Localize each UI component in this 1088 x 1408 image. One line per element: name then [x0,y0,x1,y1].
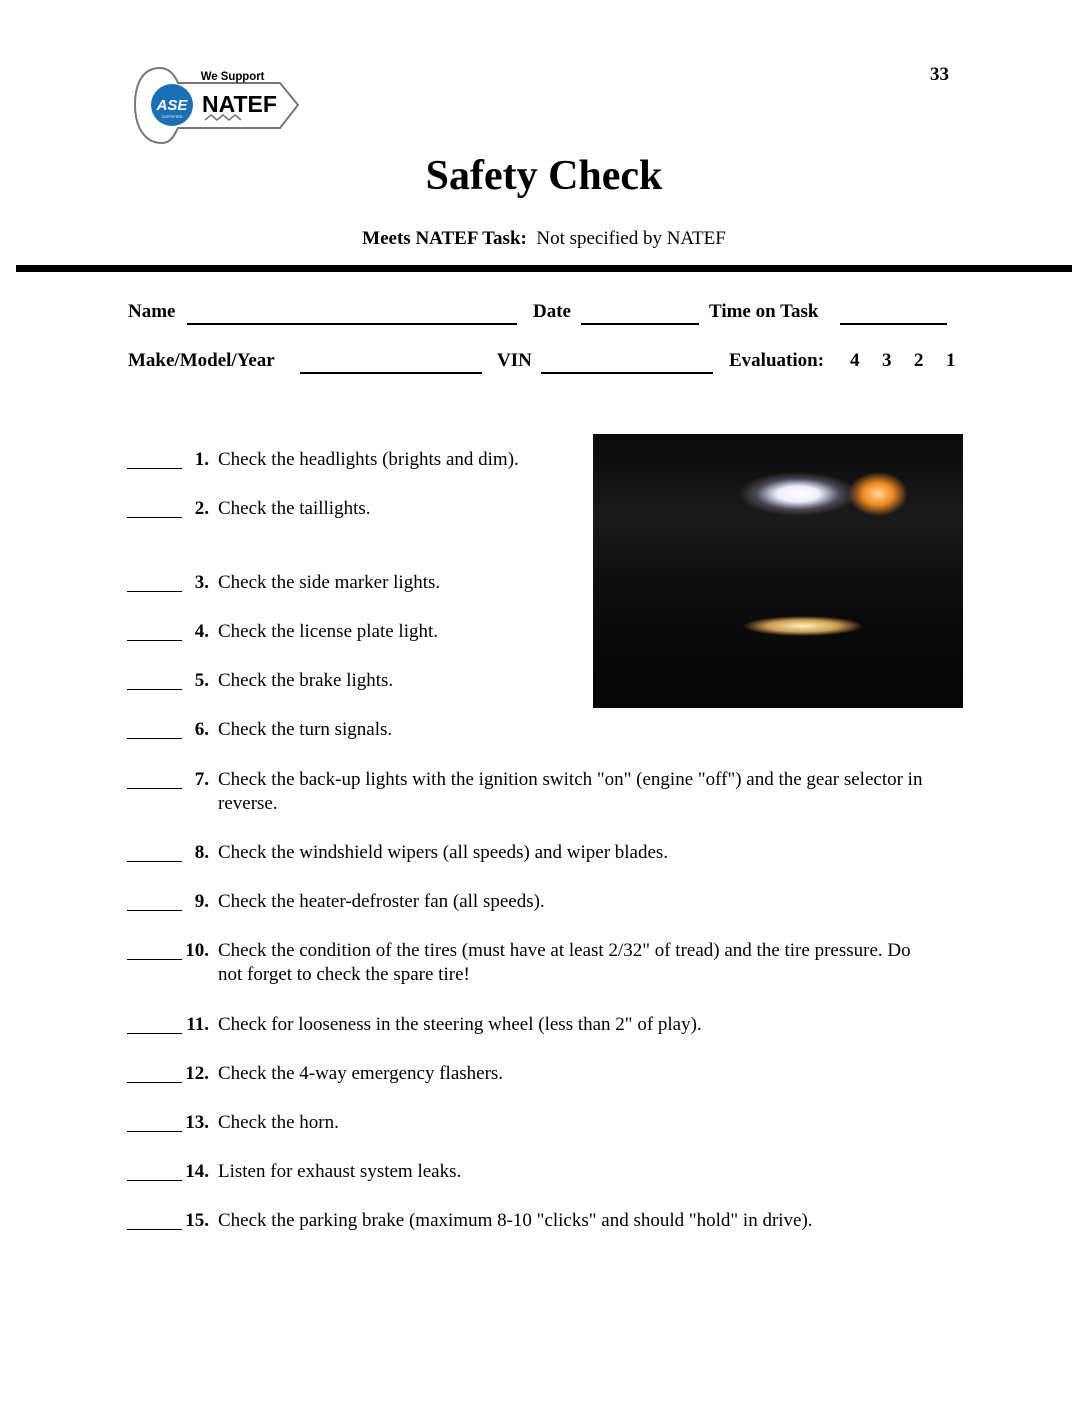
check-blank[interactable] [127,1180,182,1181]
header-rule [16,265,1072,272]
evaluation-score-2[interactable]: 2 [914,350,924,371]
item-number: 2. [194,498,209,519]
date-field[interactable] [581,303,699,325]
item-text: Check the side marker lights. [218,572,441,593]
item-number: 6. [194,719,209,740]
evaluation-score-4[interactable]: 4 [850,350,860,371]
check-blank[interactable] [127,1131,182,1132]
item-text: Check the headlights (brights and dim). [218,449,519,470]
name-label: Name [128,301,176,322]
check-blank[interactable] [127,738,182,739]
item-text: Check the parking brake (maximum 8-10 "clicks" and should "hold" in drive). [218,1210,813,1231]
item-text: Check the taillights. [218,498,371,519]
item-text: Check the back-up lights with the ignition switch "on" (engine "off") and the gear selector in reverse. [218,769,923,814]
make-model-year-field[interactable] [300,352,482,374]
item-number: 5. [194,670,209,691]
item-number: 15. [185,1210,209,1231]
item-text: Check the brake lights. [218,670,394,691]
check-blank[interactable] [127,910,182,911]
check-blank[interactable] [127,1229,182,1230]
vin-field[interactable] [541,352,713,374]
item-number: 3. [194,572,209,593]
make-model-year-label: Make/Model/Year [128,350,275,371]
item-text: Check the horn. [218,1112,339,1133]
name-field[interactable] [187,303,517,325]
item-number: 10. [185,940,209,961]
item-text: Check the windshield wipers (all speeds) and wiper blades. [218,842,669,863]
time-on-task-label: Time on Task [709,301,819,322]
page-number: 33 [930,64,949,85]
svg-text:NATEF: NATEF [202,91,277,117]
item-number: 14. [185,1161,209,1182]
check-blank[interactable] [127,959,182,960]
natef-task [0,228,1088,250]
evaluation-label: Evaluation: [729,350,825,371]
item-text: Check for looseness in the steering wheel (less than 2" of play). [218,1014,702,1035]
item-text: Check the 4-way emergency flashers. [218,1063,504,1084]
check-blank[interactable] [127,1082,182,1083]
item-number: 1. [194,449,209,470]
evaluation-score-1[interactable]: 1 [946,350,956,371]
item-number: 8. [194,842,209,863]
date-label: Date [533,301,571,322]
svg-text:We Support: We Support [200,69,265,84]
svg-text:CERTIFIED: CERTIFIED [161,114,183,119]
item-number: 9. [194,891,209,912]
item-text: Listen for exhaust system leaks. [218,1161,462,1182]
vin-label: VIN [497,350,532,371]
item-number: 13. [185,1112,209,1133]
item-number: 7. [194,769,209,790]
check-blank[interactable] [127,468,182,469]
item-text: Check the heater-defroster fan (all speeds). [218,891,545,912]
headlight-photo [593,434,963,708]
check-blank[interactable] [127,517,182,518]
time-on-task-field[interactable] [840,303,947,325]
task-label: Meets NATEF Task: [362,228,527,249]
item-text: Check the turn signals. [218,719,393,740]
check-blank[interactable] [127,788,182,789]
task-value: Not specified by NATEF [536,228,726,249]
svg-text:ASE: ASE [156,97,188,114]
check-blank[interactable] [127,640,182,641]
page-title: Safety Check [425,153,663,199]
item-number: 12. [185,1063,209,1084]
natef-logo [130,58,305,153]
item-number: 11. [186,1014,209,1035]
check-blank[interactable] [127,861,182,862]
check-blank[interactable] [127,689,182,690]
check-blank[interactable] [127,1033,182,1034]
evaluation-score-3[interactable]: 3 [882,350,892,371]
item-number: 4. [194,621,209,642]
item-text: Check the condition of the tires (must have at least 2/32" of tread) and the tire pressure. Do not forget to check the spare tire! [218,940,911,985]
item-text: Check the license plate light. [218,621,439,642]
check-blank[interactable] [127,591,182,592]
